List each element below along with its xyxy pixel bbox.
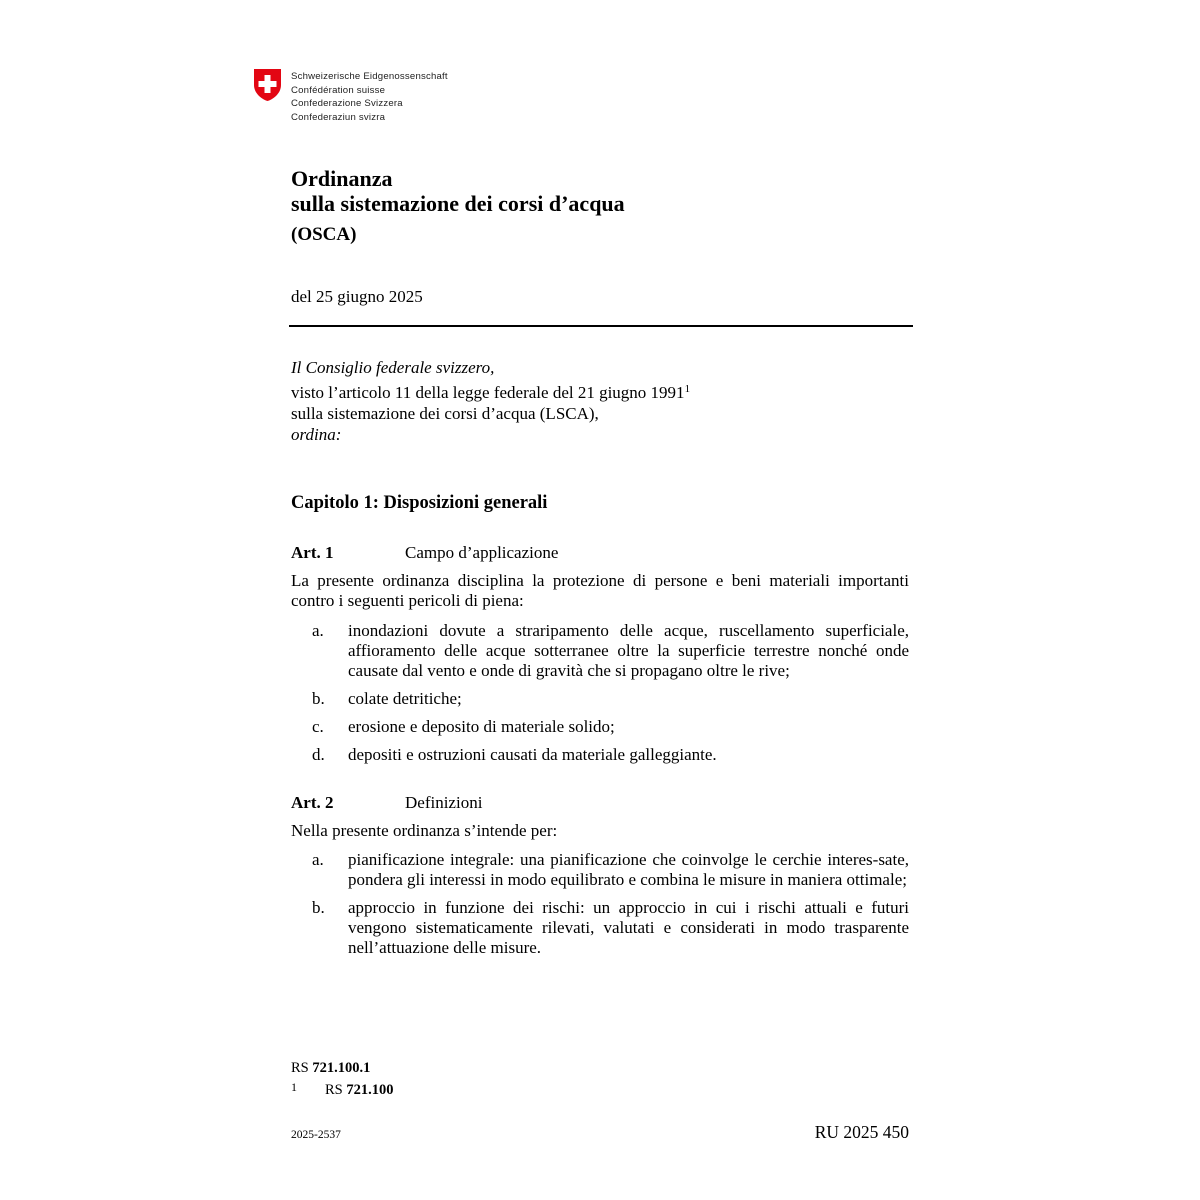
list-item-label: a. xyxy=(312,621,324,640)
rs-number: 721.100.1 xyxy=(312,1060,371,1076)
rs-prefix: RS xyxy=(291,1060,309,1076)
article-list xyxy=(291,850,909,966)
article-heading xyxy=(291,792,482,813)
document-id: 2025-2537 xyxy=(291,1129,341,1141)
footnote-prefix: RS xyxy=(325,1082,343,1098)
preamble xyxy=(291,357,690,445)
document-date: del 25 giugno 2025 xyxy=(291,287,423,306)
footnote-rs-number: 721.100 xyxy=(346,1082,394,1098)
article-number: Art. 2 xyxy=(291,793,334,812)
preamble-decree: ordina: xyxy=(291,425,342,444)
list-item-text: inondazioni dovute a straripamento delle acque, ruscellamento superficiale, affioramento delle acque sotterranee oltre la superficie terrestre nonché onde causate dal vento e onde di gravità che si propagano oltre le rive; xyxy=(348,621,909,680)
list-item xyxy=(291,689,909,709)
list-item-label: b. xyxy=(312,898,325,917)
article-heading xyxy=(291,542,558,563)
list-item-text: pianificazione integrale: una pianificazione che coinvolge le cerchie interes-sate, pondera gli interessi in modo equilibrato e combina le misure in maniera ottimale; xyxy=(348,850,909,889)
list-item-text: depositi e ostruzioni causati da materiale galleggiante. xyxy=(348,745,717,764)
footnote-reference[interactable]: 1 xyxy=(684,383,691,395)
confederation-names xyxy=(291,70,448,124)
list-item-label: c. xyxy=(312,717,324,736)
footnote-number: 1 xyxy=(291,1080,297,1094)
confederation-name-rm: Confederaziun svizra xyxy=(291,111,386,123)
article-title: Definizioni xyxy=(405,793,483,812)
list-item-label: a. xyxy=(312,850,324,869)
list-item-text: approccio in funzione dei rischi: un approccio in cui i rischi attuali e futuri vengono sistematicamente rilevati, valutati e considerati in modo trasparente nell’attuazione delle misure. xyxy=(348,898,909,957)
article-intro: Nella presente ordinanza s’intende per: xyxy=(291,821,558,840)
title-line-2: sulla sistemazione dei corsi d’acqua xyxy=(291,191,625,216)
list-item-text: colate detritiche; xyxy=(348,689,462,708)
list-item xyxy=(291,621,909,681)
list-item xyxy=(291,745,909,765)
preamble-basis-text: visto l’articolo 11 della legge federale del 21 giugno 1991 xyxy=(291,383,685,402)
list-item-label: b. xyxy=(312,689,325,708)
list-item xyxy=(291,717,909,737)
list-item xyxy=(291,850,909,890)
preamble-basis-line-2: sulla sistemazione dei corsi d’acqua (LSCA), xyxy=(291,404,599,423)
list-item-text: erosione e deposito di materiale solido; xyxy=(348,717,615,736)
chapter-heading: Capitolo 1: Disposizioni generali xyxy=(291,493,548,513)
document-title xyxy=(291,166,625,216)
preamble-authority: Il Consiglio federale svizzero, xyxy=(291,358,495,377)
ru-reference: RU 2025 450 xyxy=(814,1122,909,1142)
title-abbreviation: (OSCA) xyxy=(291,224,357,245)
footnote xyxy=(291,1078,394,1100)
title-line-1: Ordinanza xyxy=(291,166,393,191)
confederation-name-it: Confederazione Svizzera xyxy=(291,98,403,109)
confederation-name-fr: Confédération suisse xyxy=(291,84,386,96)
swiss-cross-shield-icon xyxy=(253,68,282,102)
list-item-label: d. xyxy=(312,745,325,764)
list-item xyxy=(291,898,909,958)
preamble-basis-line-1 xyxy=(291,382,690,403)
rs-reference xyxy=(291,1059,394,1078)
title-divider xyxy=(289,325,913,327)
article-intro: La presente ordinanza disciplina la protezione di persone e beni materiali importanti contro i seguenti pericoli di piena: xyxy=(291,571,909,610)
article-list xyxy=(291,621,909,773)
article-number: Art. 1 xyxy=(291,543,334,562)
confederation-name-de: Schweizerische Eidgenossenschaft xyxy=(291,71,448,82)
footer-references xyxy=(291,1059,394,1100)
article-title: Campo d’applicazione xyxy=(405,543,559,562)
